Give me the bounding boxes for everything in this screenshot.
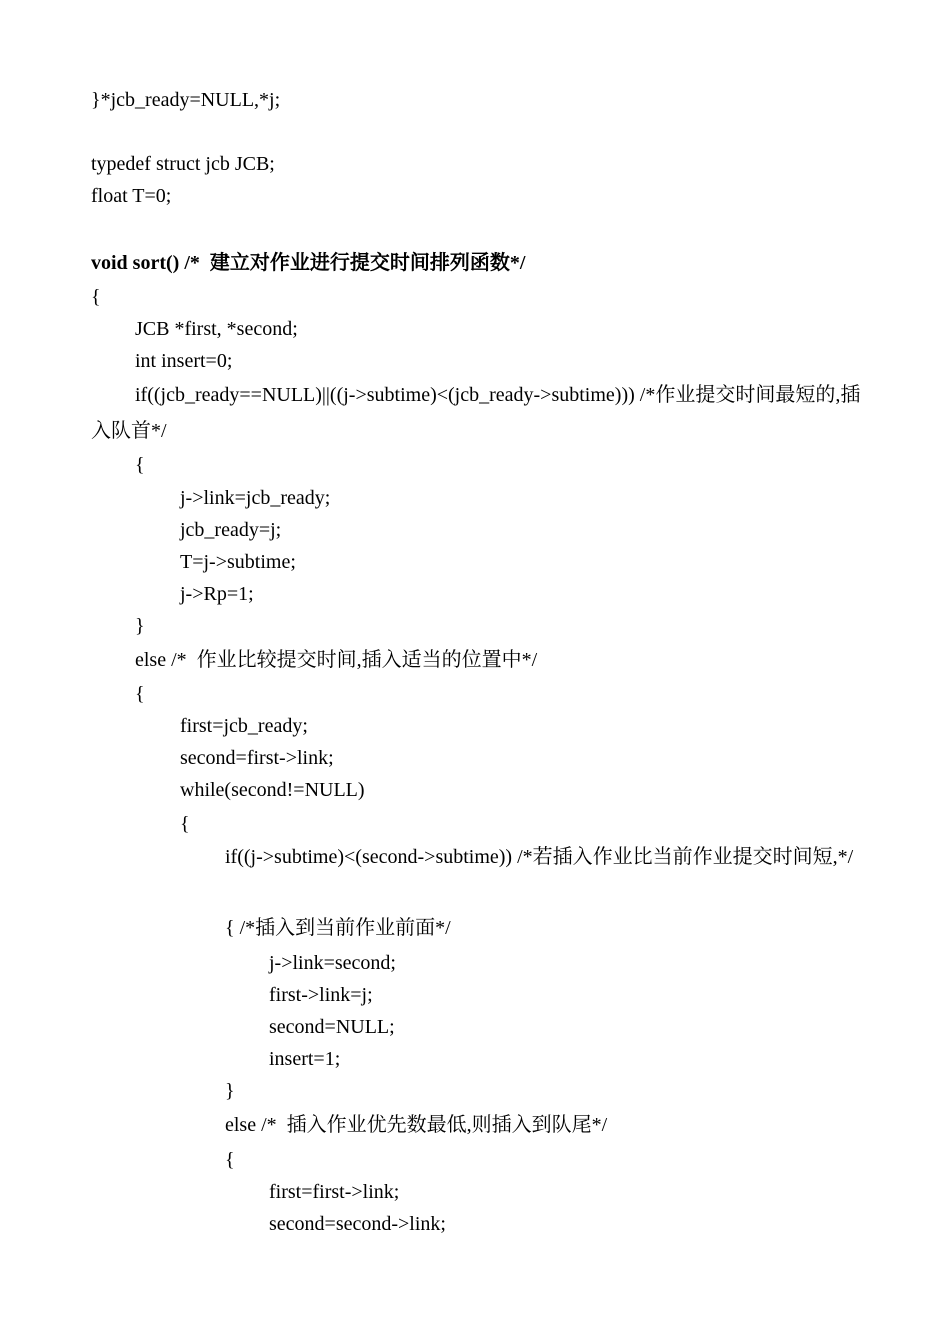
code-line-open-brace: { [225, 1149, 235, 1171]
code-line-float-t: float T=0; [91, 185, 172, 207]
code-line-if-jcb-ready: if((jcb_ready==NULL)||((j->subtime)<(jcb_ready->subtime))) /*作业提交时间最短的,插入队首*/ [91, 384, 861, 442]
code-line-first-next: first=first->link; [269, 1181, 400, 1203]
code-line-open-brace: { [180, 813, 190, 835]
code-line-else-tail: else /* 插入作业优先数最低,则插入到队尾*/ [225, 1114, 608, 1136]
code-line-close-brace: } [135, 615, 145, 637]
code-line-while: while(second!=NULL) [180, 779, 365, 801]
code-line-declare-pointers: JCB *first, *second; [135, 318, 298, 340]
code-line-close-brace: } [225, 1080, 235, 1102]
code-line-jcb-ready-j: jcb_ready=j; [180, 519, 282, 541]
code-line-t-subtime: T=j->subtime; [180, 551, 296, 573]
code-line-else-compare: else /* 作业比较提交时间,插入适当的位置中*/ [135, 649, 538, 671]
code-line-if-subtime: if((j->subtime)<(second->subtime)) /*若插入作业比当前作业提交时间短,*/ [225, 846, 854, 868]
code-line-typedef: typedef struct jcb JCB; [91, 153, 275, 175]
code-line-insert-one: insert=1; [269, 1048, 341, 1070]
code-line-open-brace: { [135, 454, 145, 476]
code-line-rp: j->Rp=1; [180, 583, 254, 605]
code-line-insert-front-comment: { /*插入到当前作业前面*/ [225, 917, 451, 939]
code-line-open-brace: { [135, 683, 145, 705]
code-line-insert-zero: int insert=0; [135, 350, 233, 372]
code-line-struct-end: }*jcb_ready=NULL,*j; [91, 89, 281, 111]
code-line-open-brace: { [91, 286, 101, 308]
code-line-second-next: second=second->link; [269, 1213, 446, 1235]
code-line-link-second: j->link=second; [269, 952, 396, 974]
code-line-second-assign: second=first->link; [180, 747, 334, 769]
code-line-sort-function: void sort() /* 建立对作业进行提交时间排列函数*/ [91, 252, 526, 274]
code-line-second-null: second=NULL; [269, 1016, 395, 1038]
code-line-first-assign: first=jcb_ready; [180, 715, 308, 737]
code-line-j-link: j->link=jcb_ready; [180, 487, 331, 509]
code-line-first-link-j: first->link=j; [269, 984, 373, 1006]
